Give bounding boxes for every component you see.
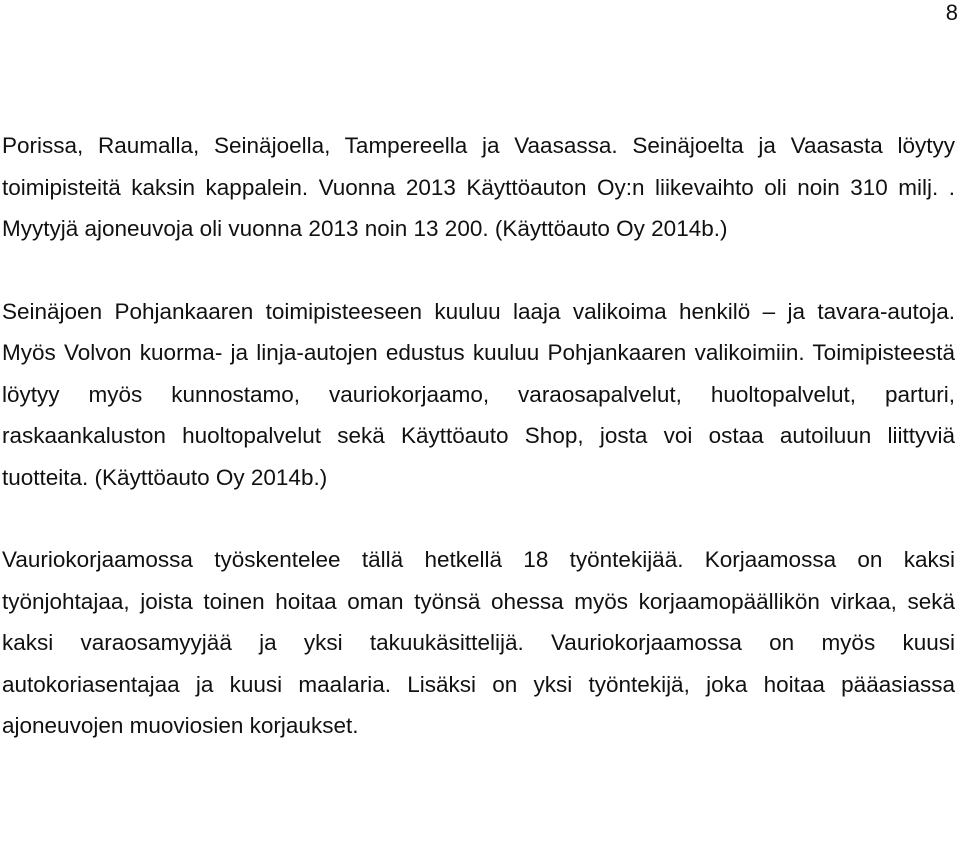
paragraph-1: Porissa, Raumalla, Seinäjoella, Tampereella ja Vaasassa. Seinäjoelta ja Vaasasta löytyy toimipisteitä kaksin kappalein. Vuonna 2013 Käyttöauton Oy:n liikevaihto oli noin 310 milj. . Myytyjä ajoneuvoja oli vuonna 2013 noin 13 200. (Käyttöauto Oy 2014b.)	[2, 133, 955, 241]
page-number: 8	[945, 0, 958, 25]
paragraph-2: Seinäjoen Pohjankaaren toimipisteeseen kuuluu laaja valikoima henkilö – ja tavara-autoja. Myös Volvon kuorma- ja linja-autojen edustus kuuluu Pohjankaaren valikoimiin. Toimipisteestä löytyy myös kunnostamo, vauriokorjaamo, varaosapalvelut, huoltopalvelut, parturi, raskaankaluston huoltopalvelut sekä Käyttöauto Shop, josta voi ostaa autoiluun liittyviä tuotteita. (Käyttöauto Oy 2014b.)	[2, 298, 955, 490]
paragraph-3: Vauriokorjaamossa työskentelee tällä hetkellä 18 työntekijää. Korjaamossa on kaksi työnjohtajaa, joista toinen hoitaa oman työnsä ohessa myös korjaamopäällikön virkaa, sekä kaksi varaosamyyjää ja yksi takuukäsittelijä. Vauriokorjaamossa on myös kuusi autokoriasentajaa ja kuusi maalaria. Lisäksi on yksi työntekijä, joka hoitaa pääasiassa ajoneuvojen muoviosien korjaukset.	[2, 547, 955, 738]
document-body	[2, 125, 955, 747]
